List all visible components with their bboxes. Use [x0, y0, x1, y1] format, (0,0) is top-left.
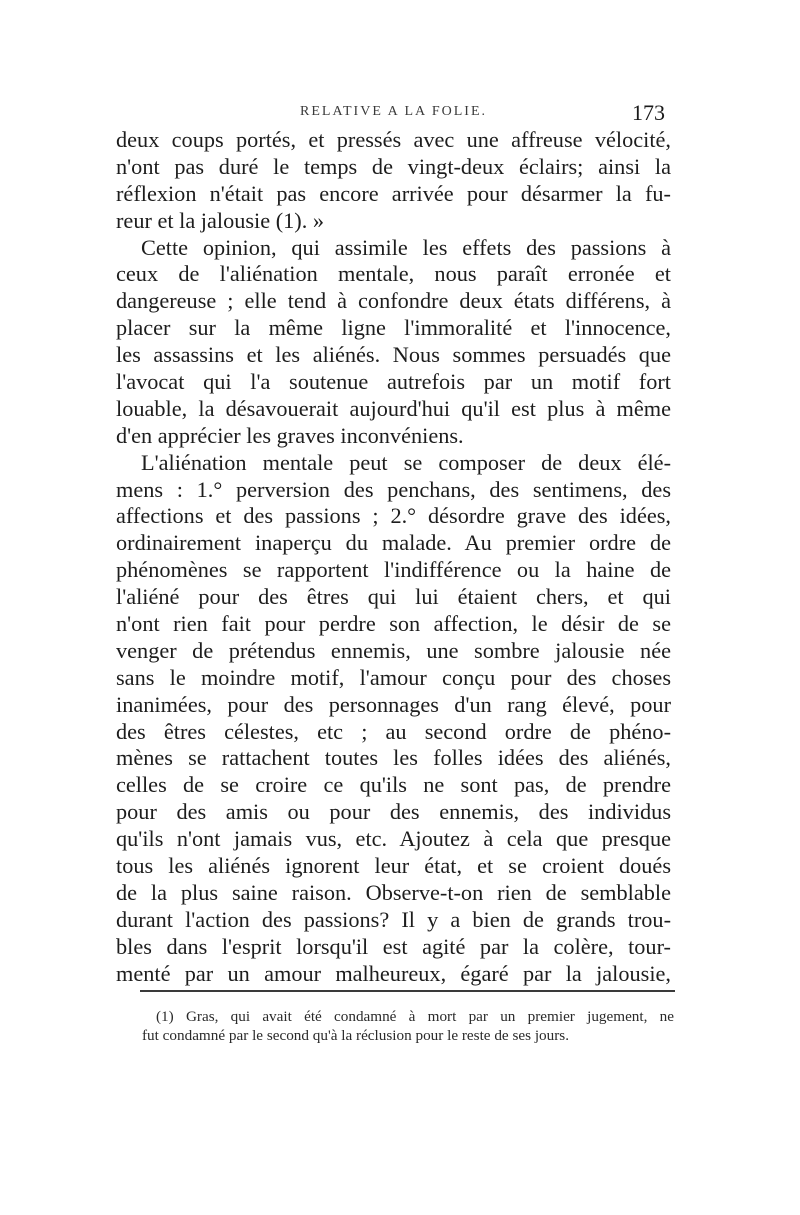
text-line: dangereuse ; elle tend à confondre deux états différens, à — [116, 288, 671, 314]
text-line: des êtres célestes, etc ; au second ordre de phéno- — [116, 718, 671, 744]
text-line: n'ont rien fait pour perdre son affection, le désir de se — [116, 611, 671, 637]
text-line: ceux de l'aliénation mentale, nous paraît erronée et — [116, 261, 671, 287]
footnote-line: (1) Gras, qui avait été condamné à mort par un premier jugement, ne — [156, 1008, 674, 1025]
text-line: pour des amis ou pour des ennemis, des individus — [116, 799, 671, 825]
text-line: venger de prétendus ennemis, une sombre jalousie née — [116, 637, 671, 663]
text-line: phénomènes se rapportent l'indifférence ou la haine de — [116, 557, 671, 583]
text-line: ordinairement inaperçu du malade. Au premier ordre de — [116, 530, 671, 556]
page-number: 173 — [632, 100, 665, 125]
text-line: sans le moindre motif, l'amour conçu pour des choses — [116, 664, 671, 690]
text-line: durant l'action des passions? Il y a bien de grands trou- — [116, 906, 671, 932]
text-line: Cette opinion, qui assimile les effets des passions à — [141, 234, 671, 260]
text-line: placer sur la même ligne l'immoralité et l'innocence, — [116, 315, 671, 341]
text-line: inanimées, pour des personnages d'un rang élevé, pour — [116, 691, 671, 717]
text-line: n'ont pas duré le temps de vingt-deux éclairs; ainsi la — [116, 153, 671, 179]
body-text — [116, 127, 671, 988]
text-line: qu'ils n'ont jamais vus, etc. Ajoutez à cela que presque — [116, 826, 671, 852]
text-line: tous les aliénés ignorent leur état, et se croient doués — [116, 853, 671, 879]
text-line: l'aliéné pour des êtres qui lui étaient chers, et qui — [116, 584, 671, 610]
running-title: RELATIVE A LA FOLIE. — [300, 104, 487, 119]
text-line: bles dans l'esprit lorsqu'il est agité par la colère, tour- — [116, 933, 671, 959]
text-line: de la plus saine raison. Observe-t-on rien de semblable — [116, 879, 671, 905]
text-line: louable, la désavouerait aujourd'hui qu'il est plus à même — [116, 395, 671, 421]
footnote-rule — [140, 990, 675, 992]
text-line: l'avocat qui l'a soutenue autrefois par un motif fort — [116, 369, 671, 395]
text-line: mènes se rattachent toutes les folles idées des aliénés, — [116, 745, 671, 771]
text-line: mens : 1.° perversion des penchans, des sentimens, des — [116, 476, 671, 502]
text-line: L'aliénation mentale peut se composer de deux élé- — [141, 449, 671, 475]
text-line: menté par un amour malheureux, égaré par la jalousie, — [116, 960, 671, 986]
text-line: les assassins et les aliénés. Nous sommes persuadés que — [116, 342, 671, 368]
text-line: celles de se croire ce qu'ils ne sont pas, de prendre — [116, 772, 671, 798]
text-line: affections et des passions ; 2.° désordre grave des idées, — [116, 503, 671, 529]
footnote-line: fut condamné par le second qu'à la réclusion pour le reste de ses jours. — [142, 1027, 570, 1044]
text-line: reur et la jalousie (1). » — [116, 207, 325, 233]
footnote — [142, 1007, 674, 1045]
text-line: d'en apprécier les graves inconvéniens. — [116, 422, 464, 448]
text-line: réflexion n'était pas encore arrivée pour désarmer la fu- — [116, 180, 671, 206]
text-line: deux coups portés, et pressés avec une affreuse vélocité, — [116, 127, 671, 152]
